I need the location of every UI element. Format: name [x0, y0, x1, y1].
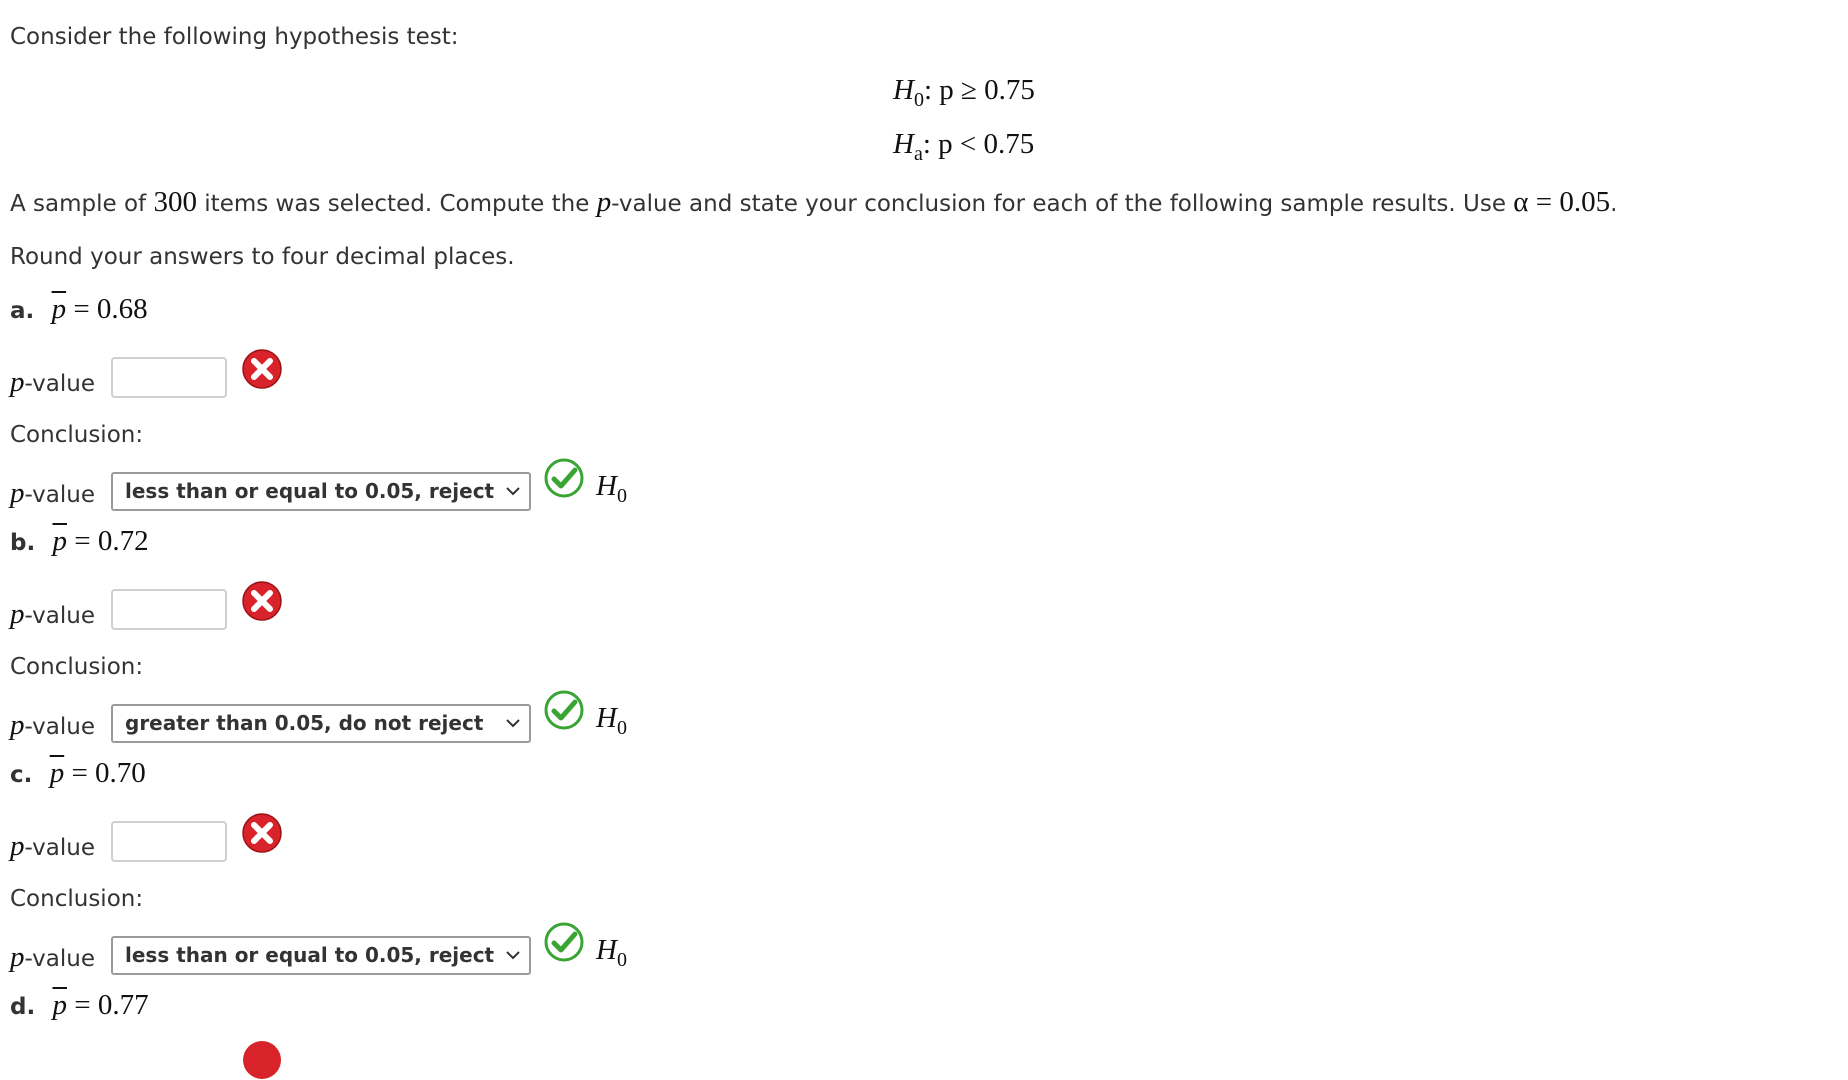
part-c-h0: $H_0$	[596, 934, 627, 971]
part-c-pvalue-input[interactable]	[111, 821, 227, 862]
part-b-select-label: p-value	[10, 709, 96, 741]
part-c-select-label: p-value	[10, 941, 96, 973]
x-circle-icon	[242, 349, 282, 389]
part-a-conclusion-select[interactable]: less than or equal to 0.05, reject	[111, 472, 531, 511]
check-circle-icon	[544, 922, 584, 962]
part-d-header: d. $\overline{p} = 0.77$	[10, 989, 149, 1021]
part-c-pvalue-label: p-value	[10, 830, 96, 862]
sample-description: A sample of 300 items was selected. Compute the p-value and state your conclusion for each of the following sample results. Use α = 0.05.	[10, 186, 1618, 218]
part-c-conclusion-select[interactable]: less than or equal to 0.05, reject	[111, 936, 531, 975]
alternative-hypothesis: $H_a$: p < 0.75	[893, 128, 1035, 165]
part-c-header: c. $\overline{p} = 0.70$	[10, 757, 146, 789]
x-circle-icon	[242, 581, 282, 621]
part-b-pvalue-label: p-value	[10, 598, 96, 630]
chevron-down-icon	[505, 947, 521, 963]
part-a-conclusion-label: Conclusion:	[10, 422, 144, 448]
null-hypothesis: $H_0$: p ≥ 0.75	[893, 74, 1035, 111]
part-b-conclusion-select[interactable]: greater than 0.05, do not reject	[111, 704, 531, 743]
part-a-select-label: p-value	[10, 477, 96, 509]
x-circle-icon	[242, 1040, 282, 1080]
chevron-down-icon	[505, 483, 521, 499]
part-c-conclusion-label: Conclusion:	[10, 886, 144, 912]
part-a-header: a. $\overline{p} = 0.68$	[10, 293, 148, 325]
part-b-h0: $H_0$	[596, 702, 627, 739]
intro-text: Consider the following hypothesis test:	[10, 24, 459, 50]
check-circle-icon	[544, 690, 584, 730]
x-circle-icon	[242, 813, 282, 853]
part-a-pvalue-label: p-value	[10, 366, 96, 398]
check-circle-icon	[544, 458, 584, 498]
part-b-pvalue-input[interactable]	[111, 589, 227, 630]
chevron-down-icon	[505, 715, 521, 731]
rounding-instruction: Round your answers to four decimal places.	[10, 244, 515, 270]
part-b-header: b. $\overline{p} = 0.72$	[10, 525, 149, 557]
part-a-h0: $H_0$	[596, 470, 627, 507]
part-b-conclusion-label: Conclusion:	[10, 654, 144, 680]
part-a-pvalue-input[interactable]	[111, 357, 227, 398]
